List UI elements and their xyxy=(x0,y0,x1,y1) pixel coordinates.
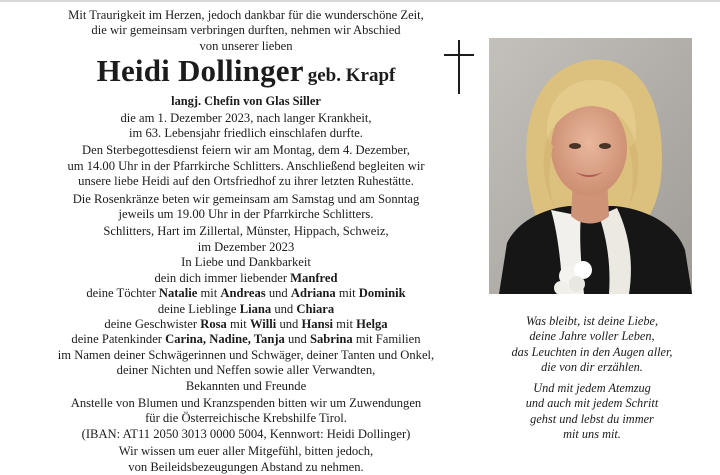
donation-line-1: Anstelle von Blumen und Kranzspenden bitten wir um Zuwendungen xyxy=(70,395,422,410)
connector: mit xyxy=(197,286,221,301)
service-line-1: Den Sterbegottesdienst feiern wir am Montag, dem 4. Dezember, xyxy=(82,143,410,158)
service-line-3: unsere liebe Heidi auf den Ortsfriedhof zu ihrer letzten Ruhestätte. xyxy=(78,174,414,189)
deceased-name-line xyxy=(10,54,482,94)
mourners-daughters xyxy=(10,286,482,301)
mourners-husband xyxy=(10,271,482,286)
mourners-siblings xyxy=(10,317,482,332)
husband-prefix: dein dich immer liebender xyxy=(154,270,291,285)
mourners-godchildren xyxy=(10,332,482,347)
death-line-2: im 63. Lebensjahr friedlich einschlafen durfte. xyxy=(129,126,363,141)
closing-line-1: Wir wissen um euer aller Mitgefühl, bitten jedoch, xyxy=(118,444,374,459)
deceased-name: Heidi Dollinger xyxy=(96,53,304,89)
sibling-name: Hansi xyxy=(301,316,333,331)
godchild-name: Sabrina xyxy=(310,332,353,347)
intro-line-2: die wir gemeinsam verbringen durften, nehmen wir Abschied xyxy=(91,23,401,38)
daughters-prefix: deine Töchter xyxy=(86,286,159,301)
poem-line: das Leuchten in den Augen aller, xyxy=(511,344,673,359)
top-border xyxy=(0,0,720,2)
death-line-1: die am 1. Dezember 2023, nach langer Krankheit, xyxy=(120,110,372,125)
daughter-name: Natalie xyxy=(158,286,198,301)
poem-line: Und mit jedem Atemzug xyxy=(533,381,651,396)
portrait-photo xyxy=(489,38,692,294)
siblings-prefix: deine Geschwister xyxy=(104,316,201,331)
sibling-name: Rosa xyxy=(200,316,227,331)
connector: mit xyxy=(226,316,250,331)
connector: mit xyxy=(335,286,359,301)
mourners-others-1: im Namen deiner Schwägerinnen und Schwäger, deiner Tanten und Onkel, xyxy=(57,347,435,362)
godchildren-suffix: mit Familien xyxy=(352,332,421,347)
poem-line: gehst und lebst du immer xyxy=(530,411,654,426)
favorites-prefix: deine Lieblinge xyxy=(157,301,240,316)
donation-line-2: für die Österreichische Krebshilfe Tirol. xyxy=(145,411,347,426)
sibling-partner-name: Helga xyxy=(356,316,388,331)
mourners-favorites xyxy=(10,302,482,317)
birth-name: geb. Krapf xyxy=(307,65,396,87)
poem-line: die von dir erzählen. xyxy=(541,359,643,374)
cross-icon xyxy=(444,40,474,94)
mourners-intro: In Liebe und Dankbarkeit xyxy=(181,255,311,270)
service-line-2: um 14.00 Uhr in der Pfarrkirche Schlitters. Anschließend begleiten wir xyxy=(67,158,425,173)
rosary-line-2: jeweils um 19.00 Uhr in der Pfarrkirche Schlitters. xyxy=(118,207,374,222)
portrait-illustration xyxy=(489,38,692,294)
poem-line: Was bleibt, ist deine Liebe, xyxy=(525,314,659,328)
deceased-role: langj. Chefin von Glas Siller xyxy=(171,94,321,109)
husband-name: Manfred xyxy=(290,270,338,285)
obituary-text xyxy=(10,8,482,475)
connector: und xyxy=(284,332,310,347)
mourners-others-2: deiner Nichten und Neffen sowie aller Verwandten, xyxy=(116,363,376,378)
poem-line: und auch mit jedem Schritt xyxy=(525,396,659,411)
partner-name: Andreas xyxy=(220,286,266,301)
intro-line-1: Mit Traurigkeit im Herzen, jedoch dankbar für die wunderschöne Zeit, xyxy=(68,8,424,22)
closing-line-2: von Beileidsbezeugungen Abstand zu nehmen. xyxy=(128,459,364,474)
daughter-name: Adriana xyxy=(290,286,336,301)
sibling-partner-name: Willi xyxy=(249,316,277,331)
connector: und xyxy=(276,316,302,331)
place-date: im Dezember 2023 xyxy=(197,239,295,254)
connector: und xyxy=(271,301,297,316)
partner-name: Dominik xyxy=(358,286,406,301)
grandchild-name: Liana xyxy=(239,301,272,316)
donation-iban: (IBAN: AT11 2050 3013 0000 5004, Kennwort: Heidi Dollinger) xyxy=(81,426,411,441)
mourners-others-3: Bekannten und Freunde xyxy=(185,378,307,393)
rosary-line-1: Die Rosenkränze beten wir gemeinsam am Samstag und am Sonntag xyxy=(72,191,420,206)
memorial-poem xyxy=(492,314,692,442)
connector: mit xyxy=(333,316,357,331)
godchildren-prefix: deine Patenkinder xyxy=(71,332,166,347)
place-line-1: Schlitters, Hart im Zillertal, Münster, Hippach, Schweiz, xyxy=(103,224,389,239)
grandchild-name: Chiara xyxy=(296,301,335,316)
intro-line-3: von unserer lieben xyxy=(199,38,293,53)
poem-line: mit uns mit. xyxy=(563,427,621,442)
poem-line: deine Jahre voller Leben, xyxy=(529,329,655,344)
connector: und xyxy=(265,286,291,301)
godchildren-names: Carina, Nadine, Tanja xyxy=(165,332,285,347)
